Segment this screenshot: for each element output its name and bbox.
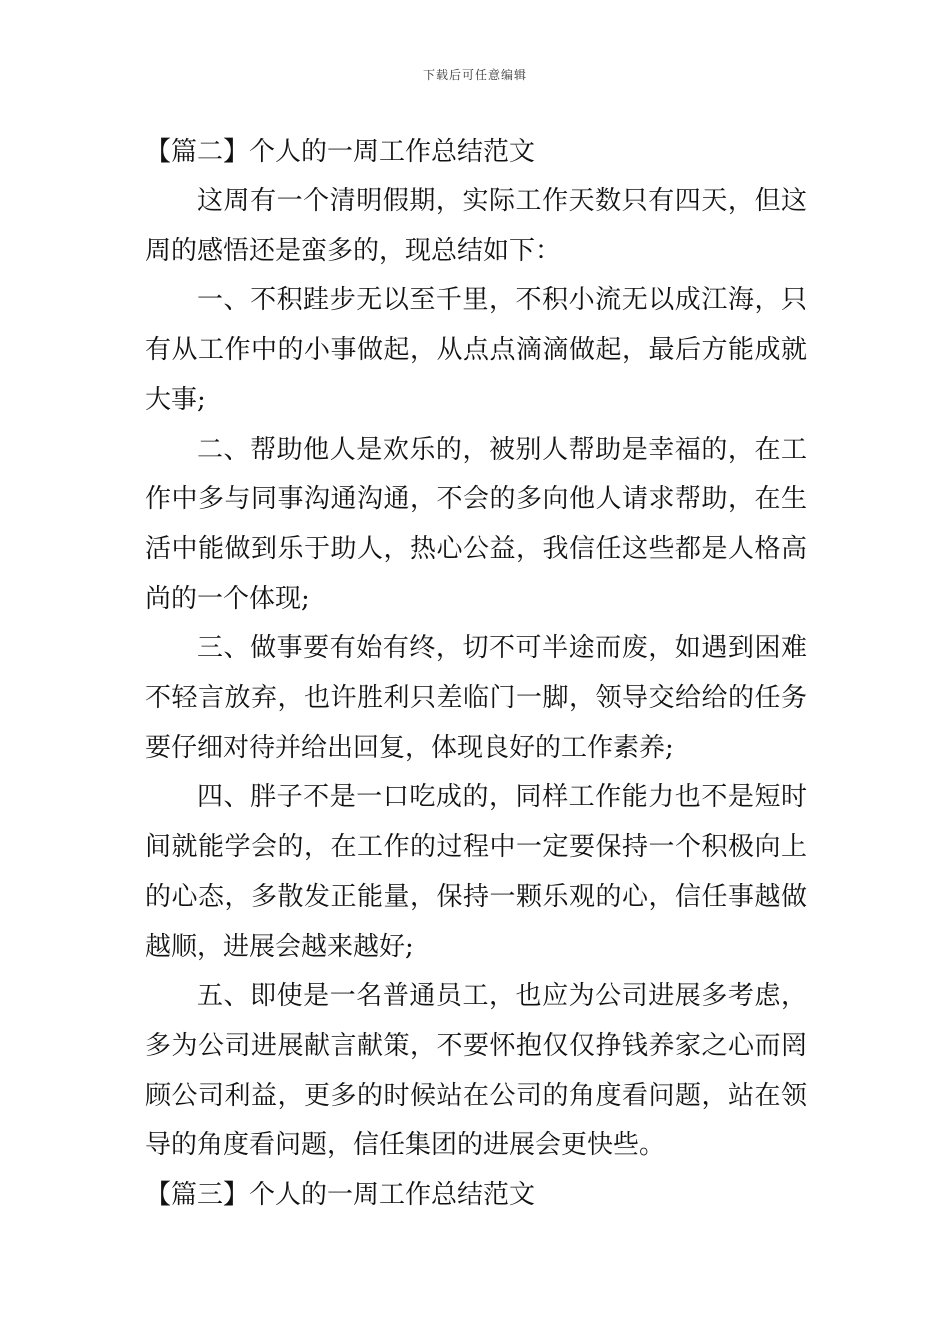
header-note: 下载后可任意编辑 xyxy=(422,68,527,82)
document-body xyxy=(145,128,807,1220)
paragraph-point-1: 一、不积跬步无以至千里，不积小流无以成江海，只有从工作中的小事做起，从点点滴滴做起，最后方能成就大事; xyxy=(145,285,807,415)
section-2-title: 【篇二】个人的一周工作总结范文 xyxy=(145,137,536,167)
paragraph-point-2: 二、帮助他人是欢乐的，被别人帮助是幸福的，在工作中多与同事沟通沟通，不会的多向他人请求帮助，在生活中能做到乐于助人，热心公益，我信任这些都是人格高尚的一个体现; xyxy=(145,434,807,614)
paragraph-point-5: 五、即使是一名普通员工，也应为公司进展多考虑，多为公司进展献言献策，不要怀抱仅仅挣钱养家之心而罔顾公司利益，更多的时候站在公司的角度看问题，站在领导的角度看问题，信任集团的进展会更快些。 xyxy=(145,981,807,1161)
paragraph-point-3: 三、做事要有始有终，切不可半途而废，如遇到困难不轻言放弃，也许胜利只差临门一脚，领导交给给的任务要仔细对待并给出回复，体现良好的工作素养; xyxy=(145,633,807,763)
paragraph-intro: 这周有一个清明假期，实际工作天数只有四天，但这周的感悟还是蛮多的，现总结如下： xyxy=(145,186,807,266)
section-3-title: 【篇三】个人的一周工作总结范文 xyxy=(145,1180,536,1211)
paragraph-point-4: 四、胖子不是一口吃成的，同样工作能力也不是短时间就能学会的，在工作的过程中一定要保持一个积极向上的心态，多散发正能量，保持一颗乐观的心，信任事越做越顺，进展会越来越好; xyxy=(145,782,807,962)
